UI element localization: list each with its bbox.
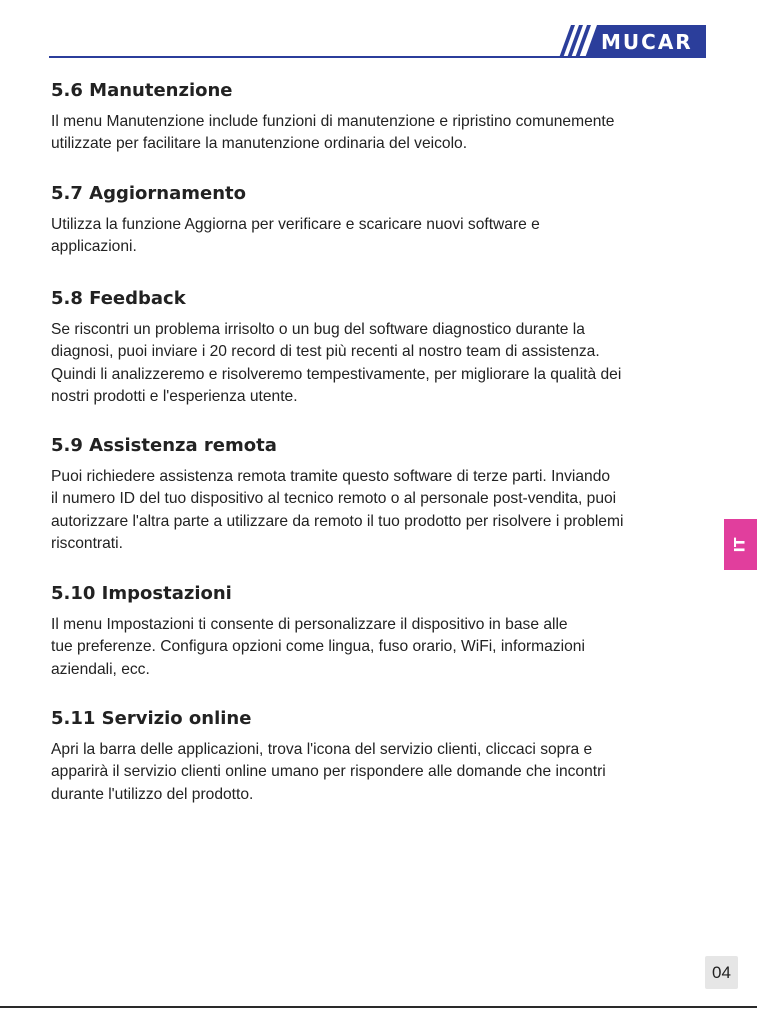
section-body: Utilizza la funzione Aggiorna per verificare e scaricare nuovi software e applicazioni. bbox=[51, 216, 540, 256]
language-tab bbox=[724, 519, 757, 570]
section-5-7 bbox=[51, 183, 711, 259]
section-body: Puoi richiedere assistenza remota tramite questo software di terze parti. Inviando il numero ID del tuo dispositivo al tecnico remoto o al personale post-vendita, puoi autorizzare l'altra parte a utilizzare da remoto il tuo prodotto per risolvere i problemi riscontrati. bbox=[51, 468, 624, 552]
language-tab-label: IT bbox=[732, 537, 749, 552]
section-heading: 5.10 Impostazioni bbox=[51, 583, 232, 604]
section-heading: 5.8 Feedback bbox=[51, 288, 186, 309]
section-5-11 bbox=[51, 708, 711, 806]
section-heading: 5.9 Assistenza remota bbox=[51, 435, 277, 456]
section-5-8 bbox=[51, 288, 711, 408]
section-body: Il menu Impostazioni ti consente di personalizzare il dispositivo in base alle tue preferenze. Configura opzioni come lingua, fuso orario, WiFi, informazioni aziendali, ecc. bbox=[51, 616, 585, 678]
footer-rule bbox=[0, 1006, 757, 1008]
section-heading: 5.7 Aggiornamento bbox=[51, 183, 246, 204]
section-5-9 bbox=[51, 435, 711, 555]
svg-text:MUCAR: MUCAR bbox=[601, 30, 693, 54]
section-body: Se riscontri un problema irrisolto o un bug del software diagnostico durante la diagnosi, puoi inviare i 20 record di test più recenti al nostro team di assistenza. Quindi li analizzeremo e risolveremo tempestivamente, per migliorare la qualità dei nostri prodotti e l'esperienza utente. bbox=[51, 321, 622, 405]
section-body: Apri la barra delle applicazioni, trova l'icona del servizio clienti, cliccaci sopra e apparirà il servizio clienti online umano per rispondere alle domande che incontri durante l'utilizzo del prodotto. bbox=[51, 741, 606, 803]
mucar-logo bbox=[545, 25, 706, 58]
page-number: 04 bbox=[705, 956, 738, 989]
section-5-6 bbox=[51, 80, 711, 156]
section-heading: 5.6 Manutenzione bbox=[51, 80, 233, 101]
section-body: Il menu Manutenzione include funzioni di manutenzione e ripristino comunemente utilizzate per facilitare la manutenzione ordinaria del veicolo. bbox=[51, 113, 615, 153]
section-heading: 5.11 Servizio online bbox=[51, 708, 252, 729]
section-5-10 bbox=[51, 583, 711, 681]
